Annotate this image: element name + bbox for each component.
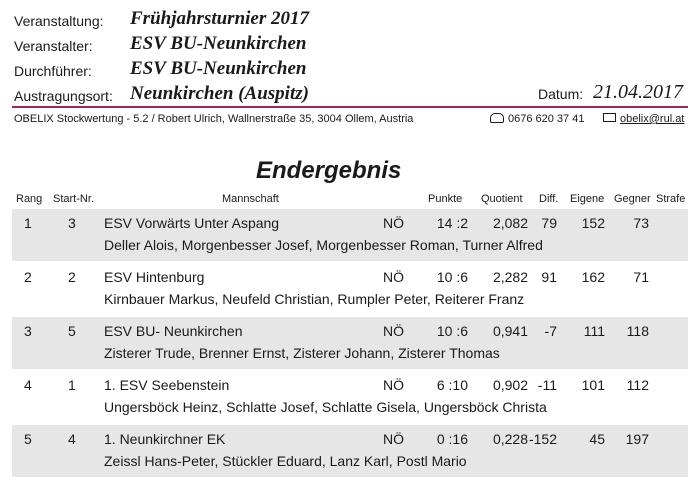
diff-cell: -11 bbox=[537, 377, 557, 393]
col-start: Start-Nr. bbox=[53, 193, 94, 205]
start-cell: 2 bbox=[68, 269, 76, 285]
envelope-icon bbox=[603, 113, 616, 122]
col-gegner: Gegner bbox=[614, 193, 651, 205]
veranstalter-value: ESV BU-Neunkirchen bbox=[130, 33, 307, 54]
phone-number: 0676 620 37 41 bbox=[508, 113, 585, 125]
points-cell: 14 :2 bbox=[436, 215, 468, 231]
diff-cell: 79 bbox=[541, 215, 557, 231]
region-cell: NÖ bbox=[383, 323, 404, 339]
team-cell: ESV BU- Neunkirchen bbox=[104, 323, 243, 339]
durchfuehrer-label: Durchführer: bbox=[14, 63, 92, 79]
own-cell: 152 bbox=[581, 215, 605, 231]
rank-cell: 5 bbox=[24, 431, 32, 447]
start-cell: 5 bbox=[68, 323, 76, 339]
points-cell: 0 :16 bbox=[436, 431, 468, 447]
rank-cell: 3 bbox=[24, 323, 32, 339]
diff-cell: 91 bbox=[541, 269, 557, 285]
team-cell: ESV Hintenburg bbox=[104, 269, 205, 285]
quotient-cell: 0,941 bbox=[492, 323, 528, 339]
quotient-cell: 0,902 bbox=[492, 377, 528, 393]
rank-cell: 2 bbox=[24, 269, 32, 285]
austragungsort-value: Neunkirchen (Auspitz) bbox=[130, 83, 309, 104]
col-eigene: Eigene bbox=[570, 193, 605, 205]
opponent-cell: 71 bbox=[633, 269, 649, 285]
telephone-icon bbox=[490, 113, 504, 123]
rank-cell: 4 bbox=[24, 377, 32, 393]
own-cell: 101 bbox=[581, 377, 605, 393]
col-mannschaft: Mannschaft bbox=[222, 193, 279, 205]
own-cell: 162 bbox=[581, 269, 605, 285]
diff-cell: -7 bbox=[544, 323, 557, 339]
quotient-cell: 0,228 bbox=[492, 431, 528, 447]
region-cell: NÖ bbox=[383, 431, 404, 447]
durchfuehrer-value: ESV BU-Neunkirchen bbox=[130, 58, 307, 79]
opponent-cell: 118 bbox=[626, 323, 649, 339]
email-contact[interactable] bbox=[603, 113, 684, 125]
organizer-line: OBELIX Stockwertung - 5.2 / Robert Ulrich, Wallnerstraße 35, 3004 Ollem, Austria bbox=[14, 113, 414, 125]
opponent-cell: 73 bbox=[633, 215, 649, 231]
region-cell: NÖ bbox=[383, 377, 404, 393]
col-rang: Rang bbox=[16, 193, 43, 205]
quotient-cell: 2,282 bbox=[492, 269, 528, 285]
quotient-cell: 2,082 bbox=[492, 215, 528, 231]
start-cell: 4 bbox=[68, 431, 76, 447]
own-cell: 45 bbox=[589, 431, 605, 447]
team-cell: 1. ESV Seebenstein bbox=[104, 377, 230, 393]
region-cell: NÖ bbox=[383, 269, 404, 285]
own-cell: 111 bbox=[583, 323, 605, 339]
points-cell: 10 :6 bbox=[436, 323, 468, 339]
page-title: Endergebnis bbox=[256, 157, 402, 184]
players-cell: Kirnbauer Markus, Neufeld Christian, Rumpler Peter, Reiterer Franz bbox=[104, 291, 525, 307]
rank-cell: 1 bbox=[24, 215, 32, 231]
players-cell: Deller Alois, Morgenbesser Josef, Morgenbesser Roman, Turner Alfred bbox=[104, 237, 543, 253]
players-cell: Zisterer Trude, Brenner Ernst, Zisterer Johann, Zisterer Thomas bbox=[104, 345, 500, 361]
start-cell: 1 bbox=[68, 377, 76, 393]
col-punkte: Punkte bbox=[428, 193, 463, 205]
col-strafe: Strafe bbox=[656, 193, 686, 205]
opponent-cell: 197 bbox=[625, 431, 649, 447]
email-link[interactable]: obelix@rul.at bbox=[620, 113, 685, 125]
team-cell: ESV Vorwärts Unter Aspang bbox=[104, 215, 280, 231]
phone-contact bbox=[490, 113, 584, 125]
veranstaltung-label: Veranstaltung: bbox=[14, 13, 104, 29]
team-cell: 1. Neunkirchner EK bbox=[104, 431, 226, 447]
opponent-cell: 112 bbox=[626, 377, 649, 393]
datum-label: Datum: bbox=[538, 86, 584, 102]
header-divider bbox=[12, 106, 688, 108]
region-cell: NÖ bbox=[383, 215, 404, 231]
veranstalter-label: Veranstalter: bbox=[14, 38, 93, 54]
col-quotient: Quotient bbox=[481, 193, 523, 205]
start-cell: 3 bbox=[68, 215, 76, 231]
diff-cell: -152 bbox=[528, 431, 557, 447]
points-cell: 6 :10 bbox=[436, 377, 468, 393]
veranstaltung-value: Frühjahrsturnier 2017 bbox=[130, 8, 309, 29]
players-cell: Zeissl Hans-Peter, Stückler Eduard, Lanz Karl, Postl Mario bbox=[104, 453, 467, 469]
austragungsort-label: Austragungsort: bbox=[14, 88, 113, 104]
col-diff: Diff. bbox=[539, 193, 559, 205]
points-cell: 10 :6 bbox=[436, 269, 468, 285]
datum-value: 21.04.2017 bbox=[593, 81, 683, 103]
players-cell: Ungersböck Heinz, Schlatte Josef, Schlatte Gisela, Ungersböck Christa bbox=[104, 399, 547, 415]
